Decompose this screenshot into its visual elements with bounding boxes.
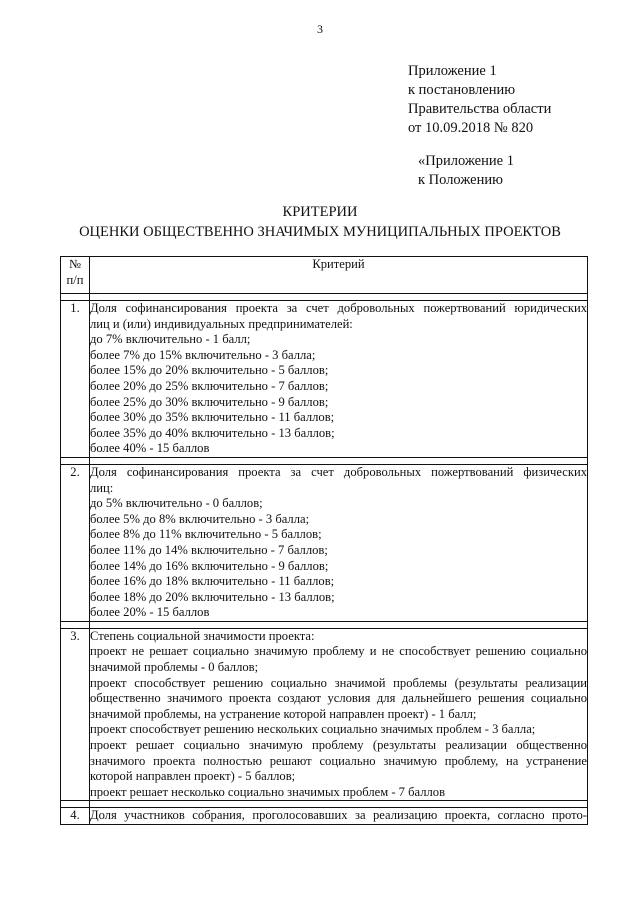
criterion-line: Доля софинансирования проекта за счет добровольных пожертвований физических (90, 464, 587, 479)
row-number: 4. (61, 808, 90, 825)
row-number: 3. (61, 628, 90, 801)
criterion-line: проект способствует решению социально значимой проблемы (результаты реализации (90, 675, 587, 690)
criterion-line: более 16% до 18% включительно - 11 баллов; (90, 574, 335, 589)
criterion-line: до 7% включительно - 1 балл; (90, 332, 251, 347)
criterion-line: проект решает социально значимую проблему (результаты реализации общественно (90, 738, 587, 753)
criterion-line: более 20% - 15 баллов (90, 605, 210, 620)
criterion-line: более 35% до 40% включительно - 13 баллов; (90, 425, 335, 440)
row-gap (61, 457, 588, 464)
criterion-line: проект способствует решению нескольких социально значимых проблем - 3 балла; (90, 722, 536, 737)
table-header-row (61, 257, 588, 294)
criterion-line: более 20% до 25% включительно - 7 баллов; (90, 378, 329, 393)
table-row (61, 628, 588, 801)
title-line-1: КРИТЕРИИ (282, 204, 358, 220)
row-criterion (90, 628, 588, 801)
row-gap (61, 801, 588, 808)
criterion-line: более 5% до 8% включительно - 3 балла; (90, 511, 310, 526)
criterion-line: более 14% до 16% включительно - 9 баллов; (90, 558, 329, 573)
row-criterion (90, 464, 588, 621)
criteria-table (60, 256, 588, 825)
criterion-line: проект решает несколько социально значимых проблем - 7 баллов (90, 784, 446, 799)
page-number: 3 (317, 22, 323, 36)
row-gap (61, 621, 588, 628)
criterion-line: общественно значимого проекта создают условия для дальнейшего решения социально (90, 691, 587, 706)
appendix-line: Правительства области (408, 101, 552, 117)
appendix-line: от 10.09.2018 № 820 (408, 120, 534, 136)
appendix-reference-line: «Приложение 1 (418, 153, 514, 169)
title-line-2: ОЦЕНКИ ОБЩЕСТВЕННО ЗНАЧИМЫХ МУНИЦИПАЛЬНЫХ ПРОЕКТОВ (79, 224, 561, 240)
criterion-line: до 5% включительно - 0 баллов; (90, 496, 263, 511)
criterion-line: более 7% до 15% включительно - 3 балла; (90, 347, 316, 362)
criterion-line: значимой проблемы, на устранение которой направлен проект) - 1 балл; (90, 706, 477, 721)
document-title (0, 202, 640, 242)
criterion-line: Доля участников собрания, проголосовавших за реализацию проекта, согласно прото- (90, 808, 587, 823)
row-gap (61, 294, 588, 301)
criterion-line: значимого проекта полностью решают социально значимую проблему, на устранение (90, 753, 587, 768)
appendix-line: Приложение 1 (408, 63, 497, 79)
appendix-reference-block (418, 152, 514, 190)
header-criterion: Критерий (90, 257, 588, 294)
appendix-reference-line: к Положению (418, 172, 503, 188)
table-row (61, 301, 588, 458)
row-number: 2. (61, 464, 90, 621)
header-number: № п/п (61, 257, 90, 294)
table-row (61, 464, 588, 621)
appendix-line: к постановлению (408, 82, 516, 98)
appendix-block (408, 62, 551, 138)
criterion-line: лиц и (или) индивидуальных предпринимателей: (90, 316, 353, 331)
criterion-line: более 15% до 20% включительно - 5 баллов; (90, 363, 329, 378)
criterion-line: Доля софинансирования проекта за счет добровольных пожертвований юридических (90, 301, 587, 315)
criterion-line: которой направлен проект) - 5 баллов; (90, 769, 296, 784)
criterion-line: лиц: (90, 480, 114, 495)
row-criterion (90, 808, 588, 825)
criterion-line: проект не решает социально значимую проблему и не способствует решению социально (90, 644, 587, 659)
criterion-line: значимой проблемы - 0 баллов; (90, 660, 259, 675)
criterion-line: Степень социальной значимости проекта: (90, 628, 315, 643)
criterion-line: более 8% до 11% включительно - 5 баллов; (90, 527, 322, 542)
criterion-line: более 11% до 14% включительно - 7 баллов; (90, 542, 328, 557)
table-row (61, 808, 588, 825)
criterion-line: более 40% - 15 баллов (90, 441, 210, 456)
criterion-line: более 30% до 35% включительно - 11 баллов; (90, 410, 335, 425)
row-number: 1. (61, 301, 90, 458)
criterion-line: более 25% до 30% включительно - 9 баллов; (90, 394, 329, 409)
row-criterion (90, 301, 588, 458)
criterion-line: более 18% до 20% включительно - 13 баллов; (90, 589, 335, 604)
